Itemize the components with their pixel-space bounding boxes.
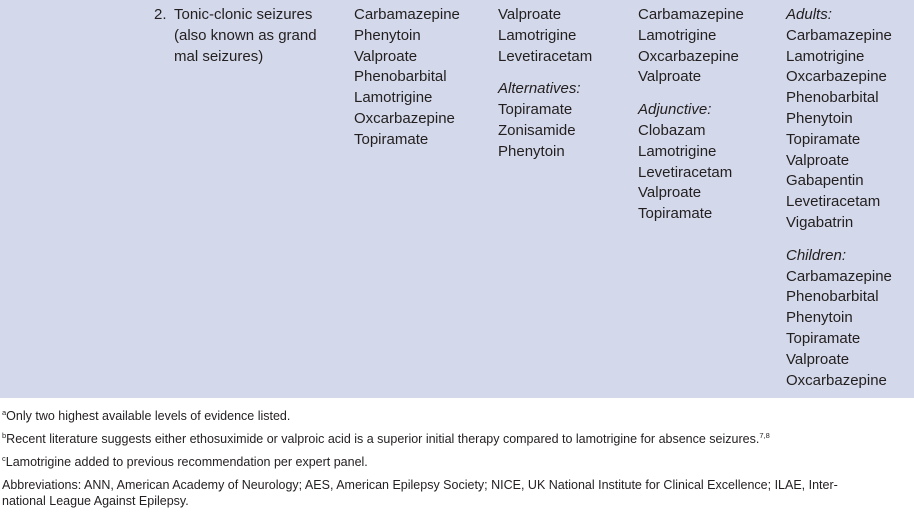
drug-item: Phenobarbital [786, 288, 879, 306]
footnote-a [2, 408, 908, 424]
drug-item: Valproate [786, 350, 850, 368]
row-label-line: mal seizures) [174, 47, 264, 65]
footnote-text: Recent literature suggests either ethosuximide or valproic acid is a superior initial therapy compared to lamotrigine for absence seizures. [6, 432, 760, 446]
drug-item: Levetiracetam [498, 47, 593, 65]
adults-label: Adults: [786, 6, 832, 23]
alternatives-label: Alternatives: [498, 80, 581, 98]
children-label: Children: [786, 246, 847, 264]
drug-item: Phenytoin [354, 26, 421, 44]
drug-item: Levetiracetam [786, 193, 881, 211]
table-footnotes [0, 408, 908, 516]
drug-item: Carbamazepine [786, 267, 892, 285]
drug-item: Lamotrigine [498, 26, 577, 44]
drug-item: Valproate [786, 151, 850, 169]
abbreviations-line: national League Against Epilepsy. [2, 494, 189, 508]
drug-item: Valproate [354, 47, 418, 65]
column-3-cell [638, 5, 744, 225]
footnote-marker: c [2, 454, 6, 463]
drug-item: Topiramate [498, 101, 573, 119]
drug-item: Valproate [498, 6, 562, 23]
drug-item: Levetiracetam [638, 163, 733, 181]
row-label-line: Tonic-clonic seizures [174, 6, 313, 23]
drug-item: Phenytoin [786, 109, 853, 127]
drug-item: Topiramate [786, 130, 861, 148]
footnote-text: Lamotrigine added to previous recommendation per expert panel. [5, 455, 368, 469]
reference-marker: 7,8 [759, 431, 770, 440]
row-label-cell [154, 5, 317, 67]
drug-item: Gabapentin [786, 172, 864, 190]
footnote-c [2, 454, 908, 470]
drug-item: Oxcarbazepine [354, 109, 455, 127]
drug-item: Phenytoin [786, 309, 853, 327]
drug-item: Lamotrigine [354, 89, 433, 107]
drug-item: Valproate [638, 184, 702, 202]
footnote-b [2, 431, 908, 447]
drug-item: Oxcarbazepine [638, 47, 739, 65]
column-1-cell [354, 5, 460, 151]
column-2-cell [498, 5, 592, 163]
drug-item: Clobazam [638, 121, 706, 139]
drug-item: Lamotrigine [638, 142, 717, 160]
column-4-cell [786, 5, 892, 391]
drug-item: Phenytoin [498, 142, 565, 160]
drug-item: Valproate [638, 68, 702, 86]
drug-item: Phenobarbital [354, 68, 447, 86]
row-label-line: (also known as grand [174, 26, 317, 44]
abbreviations-note [2, 477, 908, 509]
drug-item: Topiramate [638, 205, 713, 223]
drug-item: Carbamazepine [786, 26, 892, 44]
drug-item: Lamotrigine [786, 47, 865, 65]
drug-item: Oxcarbazepine [786, 371, 887, 389]
drug-item: Vigabatrin [786, 213, 854, 231]
abbreviations-line: Abbreviations: ANN, American Academy of Neurology; AES, American Epilepsy Society; NICE, UK National Institute for Clinical Excellence; ILAE, Inter- [2, 478, 838, 492]
drug-item: Carbamazepine [638, 6, 744, 23]
drug-item: Phenobarbital [786, 89, 879, 107]
row-number: 2. [154, 6, 167, 23]
drug-item: Lamotrigine [638, 26, 717, 44]
footnote-text: Only two highest available levels of evidence listed. [6, 409, 291, 423]
footnote-marker: a [2, 408, 7, 417]
drug-item: Oxcarbazepine [786, 68, 887, 86]
footnote-marker: b [2, 431, 7, 440]
drug-item: Carbamazepine [354, 6, 460, 23]
adjunctive-label: Adjunctive: [638, 101, 712, 119]
drug-item: Zonisamide [498, 121, 576, 139]
drug-item: Topiramate [354, 130, 429, 148]
drug-item: Topiramate [786, 329, 861, 347]
